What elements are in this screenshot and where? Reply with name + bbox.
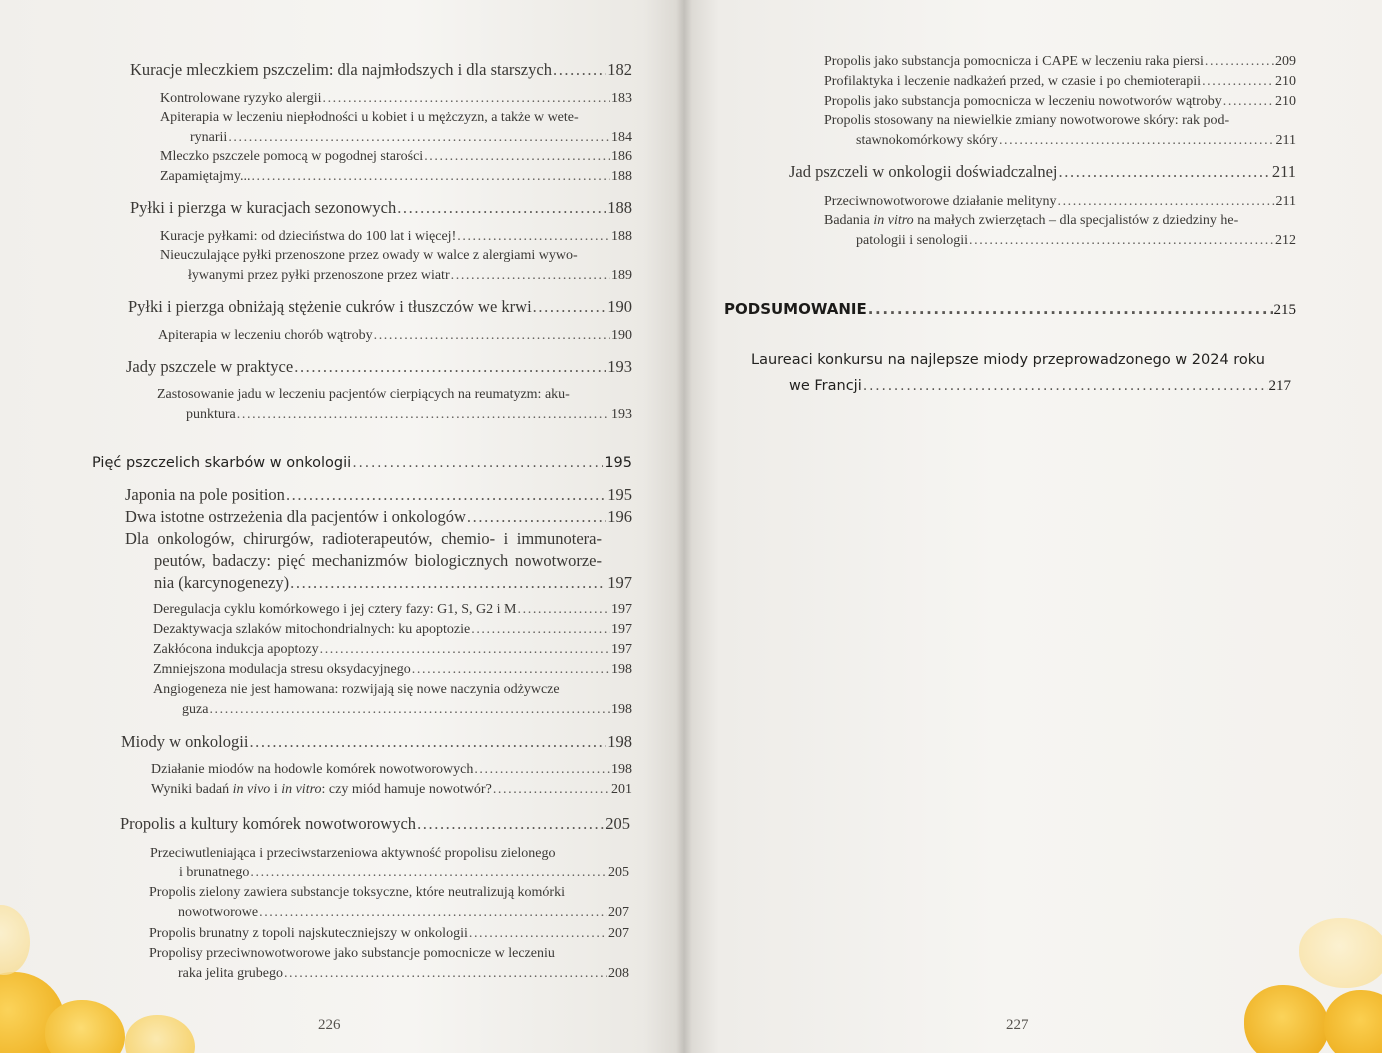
toc-entry-e28[interactable]: [149, 926, 629, 942]
leader-dots: [374, 328, 610, 344]
toc-entry-e12-line1[interactable]: Zastosowanie jadu w leczeniu pacjentów cierpiących na reumatyzm: aku-: [157, 387, 570, 402]
book-gutter: [676, 0, 692, 1053]
toc-entry-title: Kontrolowane ryzyko alergii: [160, 91, 322, 106]
leader-dots: [250, 865, 607, 881]
toc-entry-e27[interactable]: [178, 905, 629, 921]
toc-entry-page: 190: [611, 328, 632, 343]
right-page: [684, 0, 1382, 1053]
toc-entry-r7[interactable]: [856, 233, 1296, 249]
toc-section-title: Pięć pszczelich skarbów w onkologii: [92, 455, 352, 471]
toc-entry-continuation: raka jelita grubego: [178, 966, 283, 981]
toc-entry-page: 184: [611, 130, 632, 145]
toc-entry-e24[interactable]: [151, 782, 632, 798]
toc-section-title: PODSUMOWANIE: [724, 300, 867, 318]
leader-dots: [284, 966, 607, 982]
toc-entry-continuation: we Francji: [789, 378, 862, 394]
leader-dots: [1057, 194, 1274, 210]
toc-entry-e4[interactable]: [160, 149, 632, 165]
toc-entry-page: 195: [604, 455, 632, 471]
toc-entry-title: Propolis jako substancja pomocnicza w leczeniu nowotworów wątroby: [824, 94, 1222, 109]
toc-entry-continuation: patologii i senologii: [856, 233, 968, 248]
toc-entry-page: 212: [1275, 233, 1296, 248]
toc-entry-e1[interactable]: [130, 60, 632, 80]
toc-entry-e6[interactable]: [130, 198, 632, 218]
toc-entry-page: 217: [1268, 378, 1291, 394]
leader-dots: [1202, 74, 1274, 90]
toc-entry-e26[interactable]: [179, 865, 629, 881]
toc-entry-continuation: punktura: [186, 407, 236, 422]
page-number-left: 226: [318, 1017, 341, 1033]
toc-entry-title: Propolis jako substancja pomocnicza i CAPE w leczeniu raka piersi: [824, 54, 1204, 69]
toc-entry-e15[interactable]: [125, 507, 632, 527]
leader-dots: [237, 407, 610, 423]
toc-entry-e16[interactable]: [154, 573, 632, 593]
leader-dots: [417, 814, 604, 834]
left-page: [0, 0, 684, 1053]
toc-entry-page: 195: [607, 485, 632, 504]
toc-entry-e26-line1[interactable]: Przeciwutleniająca i przeciwstarzeniowa aktywność propolisu zielonego: [150, 846, 556, 861]
toc-entry-page: 209: [1275, 54, 1296, 69]
toc-entry-title: Jady pszczele w praktyce: [126, 357, 294, 376]
toc-entry-e29-line1[interactable]: Propolisy przeciwnowotworowe jako substancje pomocnicze w leczeniu: [149, 946, 555, 961]
leader-dots: [249, 732, 606, 752]
toc-entry-title: Dwa istotne ostrzeżenia dla pacjentów i onkologów: [125, 507, 466, 526]
leader-dots: [209, 702, 610, 718]
leader-dots: [474, 762, 610, 778]
toc-entry-r1[interactable]: [824, 54, 1296, 70]
toc-entry-page: 210: [1275, 74, 1296, 89]
toc-entry-e13[interactable]: [92, 455, 632, 471]
leader-dots: [251, 169, 610, 185]
left-toc: [0, 0, 684, 1053]
toc-entry-title: Działanie miodów na hodowle komórek nowotworowych: [151, 762, 474, 777]
toc-entry-page: 198: [611, 662, 632, 677]
toc-entry-title: Zmniejszona modulacja stresu oksydacyjnego: [153, 662, 411, 677]
toc-entry-continuation: ływanymi przez pyłki przenoszone przez wiatr: [188, 268, 450, 283]
leader-dots: [397, 198, 606, 218]
toc-entry-page: 182: [607, 60, 632, 79]
toc-entry-r4[interactable]: [856, 133, 1296, 149]
toc-entry-continuation: guza: [182, 702, 209, 717]
toc-entry-page: 211: [1275, 194, 1296, 209]
toc-entry-page: 198: [607, 732, 632, 751]
toc-entry-e22[interactable]: [121, 732, 632, 752]
leader-dots: [259, 905, 607, 921]
leader-dots: [322, 91, 610, 107]
leader-dots: [863, 378, 1268, 394]
toc-entry-e9[interactable]: [128, 297, 632, 317]
toc-entry-e14[interactable]: [125, 485, 632, 505]
toc-entry-r4-line1[interactable]: Propolis stosowany na niewielkie zmiany nowotworowe skóry: rak pod-: [824, 113, 1230, 128]
toc-entry-page: 201: [611, 782, 632, 797]
toc-entry-r5[interactable]: [789, 162, 1296, 182]
toc-entry-page: 205: [608, 865, 629, 880]
leader-dots: [451, 268, 610, 284]
leader-dots: [352, 455, 603, 471]
toc-entry-page: 197: [611, 602, 632, 617]
toc-entry-title: Zapamiętajmy...: [160, 169, 251, 184]
toc-entry-page: 205: [605, 814, 630, 833]
toc-entry-title: Wyniki badań in vivo i in vitro: czy miód hamuje nowotwór?: [151, 782, 492, 797]
leader-dots: [228, 130, 610, 146]
toc-entry-page: 208: [608, 966, 629, 981]
toc-entry-title: Propolis a kultury komórek nowotworowych: [120, 814, 417, 833]
leader-dots: [493, 782, 610, 798]
leader-dots: [469, 926, 607, 942]
toc-entry-page: 196: [607, 507, 632, 526]
toc-entry-page: 211: [1275, 133, 1296, 148]
toc-entry-continuation: i brunatnego: [179, 865, 250, 880]
leader-dots: [424, 149, 610, 165]
toc-entry-page: 207: [608, 926, 629, 941]
leader-dots: [553, 60, 606, 80]
toc-entry-e18[interactable]: [153, 622, 632, 638]
toc-entry-title: Kuracje pyłkami: od dzieciństwa do 100 lat i więcej!: [160, 229, 457, 244]
toc-entry-title: Profilaktyka i leczenie nadkażeń przed, w czasie i po chemioterapii: [824, 74, 1202, 89]
leader-dots: [320, 642, 610, 658]
leader-dots: [868, 300, 1273, 318]
toc-entry-e19[interactable]: [153, 642, 632, 658]
toc-entry-page: 197: [607, 573, 632, 592]
leader-dots: [1059, 162, 1271, 182]
toc-entry-page: 211: [1271, 162, 1296, 181]
toc-entry-e10[interactable]: [158, 328, 632, 344]
toc-entry-e29[interactable]: [178, 966, 629, 982]
leader-dots: [457, 229, 610, 245]
toc-entry-title: Pyłki i pierzga obniżają stężenie cukrów i tłuszczów we krwi: [128, 297, 532, 316]
leader-dots: [412, 662, 610, 678]
toc-entry-title: Zakłócona indukcja apoptozy: [153, 642, 319, 657]
leader-dots: [999, 133, 1275, 149]
leader-dots: [294, 357, 606, 377]
toc-entry-title: Miody w onkologii: [121, 732, 249, 751]
toc-entry-page: 183: [611, 91, 632, 106]
leader-dots: [290, 573, 606, 593]
toc-entry-page: 207: [608, 905, 629, 920]
toc-entry-page: 188: [607, 198, 632, 217]
toc-entry-page: 188: [611, 229, 632, 244]
toc-entry-page: 188: [611, 169, 632, 184]
toc-entry-r9-line1[interactable]: Laureaci konkursu na najlepsze miody przeprowadzonego w 2024 roku: [751, 352, 1265, 368]
toc-entry-e3-line1[interactable]: Apiterapia w leczeniu niepłodności u kobiet i u mężczyzn, a także w wete-: [160, 110, 579, 125]
toc-entry-title: Apiterapia w leczeniu chorób wątroby: [158, 328, 373, 343]
toc-entry-page: 197: [611, 642, 632, 657]
toc-entry-e8-line1[interactable]: Nieuczulające pyłki przenoszone przez owady w walce z alergiami wywo-: [160, 248, 578, 263]
toc-entry-page: 189: [611, 268, 632, 283]
toc-entry-continuation: stawnokomórkowy skóry: [856, 133, 998, 148]
right-toc: [684, 0, 1382, 1053]
leader-dots: [1223, 94, 1274, 110]
toc-entry-e25[interactable]: [120, 814, 630, 834]
toc-entry-e21[interactable]: [182, 702, 632, 718]
toc-entry-title: Jad pszczeli w onkologii doświadczalnej: [789, 162, 1058, 181]
leader-dots: [471, 622, 610, 638]
toc-entry-page: 197: [611, 622, 632, 637]
toc-entry-r3[interactable]: [824, 94, 1296, 110]
toc-entry-e23[interactable]: [151, 762, 632, 778]
toc-entry-page: 215: [1273, 302, 1296, 318]
toc-entry-title: Japonia na pole position: [125, 485, 285, 504]
toc-entry-page: 193: [611, 407, 632, 422]
toc-entry-r8[interactable]: [724, 300, 1296, 319]
toc-entry-r2[interactable]: [824, 74, 1296, 90]
toc-entry-e16-line2[interactable]: peutów, badaczy: pięć mechanizmów biologicznych nowotworze-: [154, 551, 602, 570]
toc-entry-page: 198: [611, 702, 632, 717]
toc-entry-e11[interactable]: [126, 357, 632, 377]
toc-entry-e12[interactable]: [186, 407, 632, 423]
leader-dots: [467, 507, 606, 527]
toc-entry-page: 186: [611, 149, 632, 164]
leader-dots: [533, 297, 607, 317]
toc-entry-continuation: nowotworowe: [178, 905, 259, 920]
toc-entry-title: Mleczko pszczele pomocą w pogodnej starości: [160, 149, 424, 164]
toc-entry-r7-line1[interactable]: Badania in vitro na małych zwierzętach – dla specjalistów z dziedziny he-: [824, 213, 1239, 228]
leader-dots: [518, 602, 610, 618]
toc-entry-e3[interactable]: [190, 130, 632, 146]
toc-entry-e21-line1[interactable]: Angiogeneza nie jest hamowana: rozwijają się nowe naczynia odżywcze: [153, 682, 560, 697]
toc-entry-e8[interactable]: [188, 268, 632, 284]
toc-entry-r9[interactable]: [789, 378, 1291, 395]
toc-entry-e16-line1[interactable]: Dla onkologów, chirurgów, radioterapeutów, chemio- i immunotera-: [125, 529, 602, 548]
toc-entry-title: Pyłki i pierzga w kuracjach sezonowych: [130, 198, 397, 217]
toc-entry-title: Propolis brunatny z topoli najskuteczniejszy w onkologii: [149, 926, 468, 941]
toc-entry-continuation: nia (karcynogenezy): [154, 573, 290, 592]
toc-entry-page: 190: [607, 297, 632, 316]
toc-entry-page: 193: [607, 357, 632, 376]
toc-entry-e2[interactable]: [160, 91, 632, 107]
toc-entry-continuation: rynarii: [190, 130, 228, 145]
toc-entry-e5[interactable]: [160, 169, 632, 185]
toc-entry-e17[interactable]: [153, 602, 632, 618]
toc-entry-page: 198: [611, 762, 632, 777]
toc-entry-title: Deregulacja cyklu komórkowego i jej cztery fazy: G1, S, G2 i M: [153, 602, 517, 617]
toc-entry-title: Kuracje mleczkiem pszczelim: dla najmłodszych i dla starszych: [130, 60, 552, 79]
toc-entry-e7[interactable]: [160, 229, 632, 245]
toc-entry-r6[interactable]: [824, 194, 1296, 210]
toc-entry-e20[interactable]: [153, 662, 632, 678]
toc-entry-e27-line1[interactable]: Propolis zielony zawiera substancje toksyczne, które neutralizują komórki: [149, 885, 565, 900]
toc-entry-page: 210: [1275, 94, 1296, 109]
leader-dots: [969, 233, 1274, 249]
toc-entry-title: Dezaktywacja szlaków mitochondrialnych: ku apoptozie: [153, 622, 471, 637]
leader-dots: [286, 485, 606, 505]
leader-dots: [1205, 54, 1274, 70]
page-number-right: 227: [1006, 1017, 1029, 1033]
toc-entry-title: Przeciwnowotworowe działanie melityny: [824, 194, 1057, 209]
